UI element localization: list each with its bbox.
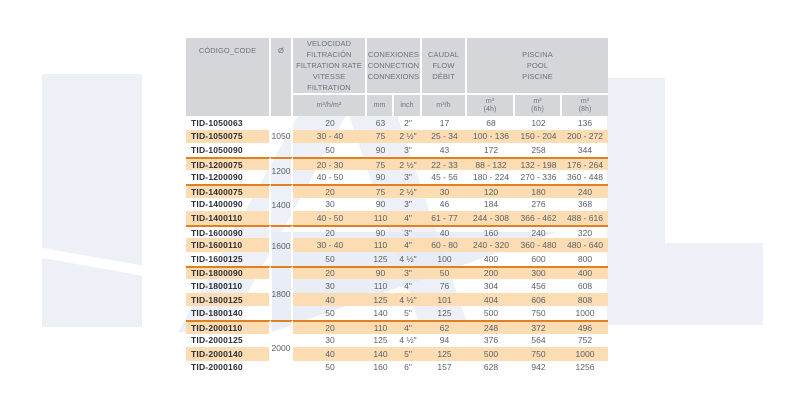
cell-code: TID-1600125 [186, 252, 271, 266]
spec-table [186, 38, 608, 374]
cell-pool-6h: 240 [515, 225, 562, 239]
header-line: PISCINE [522, 72, 553, 81]
cell-velocity: 40 - 50 [316, 172, 344, 183]
unit-line: m³ [485, 97, 495, 105]
col-header-flow [422, 38, 467, 95]
table-row [186, 116, 608, 130]
unit-line: (4h) [483, 105, 497, 113]
cell-velocity: 30 [325, 199, 335, 210]
cell-mm: 90 [367, 266, 394, 280]
cell-inch: 3" [394, 266, 422, 280]
cell-inch: 4" [394, 238, 422, 252]
header-row-main [186, 38, 608, 95]
table-row [186, 143, 608, 157]
unit-velocity: m³/h/m² [293, 95, 367, 116]
col-header-diameter: Ø [271, 38, 293, 116]
cell-pool-4h: 100 - 136 [467, 130, 515, 144]
cell-pool-4h: 200 [467, 266, 515, 280]
cell-flow: 30 [422, 184, 467, 198]
cell-code: TID-1050063 [186, 116, 271, 130]
table-row [186, 157, 608, 171]
cell-velocity: 50 [325, 253, 335, 264]
cell-flow: 94 [439, 335, 450, 346]
table-row [186, 279, 608, 293]
cell-flow: 157 [437, 362, 452, 373]
cell-velocity: 50 [325, 144, 335, 155]
cell-mm: 90 [375, 199, 386, 210]
cell-mm: 75 [367, 130, 394, 144]
cell-code: TID-1400110 [186, 211, 271, 225]
cell-flow: 17 [439, 117, 450, 128]
cell-velocity: 20 [325, 117, 335, 128]
cell-pool-4h: 172 [483, 144, 499, 155]
unit-inch: inch [394, 95, 422, 116]
cell-mm: 75 [367, 157, 394, 171]
cell-pool-8h: 368 [577, 199, 593, 210]
cell-pool-8h: 136 [577, 117, 593, 128]
col-header-code: CÓDIGO_CODE [186, 38, 271, 116]
unit-line: m³ [533, 97, 542, 105]
cell-pool-8h: 1000 [575, 308, 595, 319]
cell-pool-8h: 1000 [562, 347, 608, 361]
cell-pool-8h: 808 [562, 293, 608, 307]
table-row [186, 334, 608, 348]
cell-mm: 160 [373, 362, 388, 373]
cell-pool-6h: 276 [531, 199, 546, 210]
unit-pool-8h [562, 95, 608, 116]
cell-pool-4h: 160 [467, 225, 515, 239]
cell-velocity: 50 [325, 308, 335, 319]
table-row [186, 170, 608, 184]
cell-pool-4h: 404 [467, 293, 515, 307]
cell-inch: 5" [404, 308, 412, 319]
header-line: PISCINA [522, 50, 553, 59]
cell-mm: 110 [367, 211, 394, 225]
header-line: POOL [526, 61, 549, 70]
cell-diameter: 1800 [271, 266, 293, 320]
cell-pool-8h: 800 [577, 253, 593, 264]
cell-code: TID-1800140 [186, 306, 271, 320]
cell-flow: 61 - 77 [422, 211, 467, 225]
cell-pool-6h: 180 [515, 184, 562, 198]
unit-line: m³ [580, 97, 590, 105]
cell-diameter: 1600 [271, 225, 293, 266]
cell-pool-6h: 750 [515, 347, 562, 361]
table-row [186, 130, 608, 144]
cell-inch: 5" [394, 347, 422, 361]
cell-pool-6h: 366 - 462 [515, 211, 562, 225]
cell-code: TID-2000160 [186, 361, 271, 375]
filter-spec-table [186, 38, 608, 374]
cell-mm: 90 [375, 172, 386, 183]
table-row [186, 238, 608, 252]
cell-pool-4h: 248 [467, 320, 515, 334]
cell-flow: 25 - 34 [422, 130, 467, 144]
cell-velocity: 20 - 30 [293, 157, 367, 171]
cell-mm: 110 [367, 238, 394, 252]
cell-flow: 60 - 80 [422, 238, 467, 252]
cell-code: TID-1800110 [186, 279, 271, 293]
cell-pool-4h: 184 [483, 199, 499, 210]
cell-mm: 90 [367, 225, 394, 239]
cell-pool-8h: 176 - 264 [562, 157, 608, 171]
cell-flow: 46 [439, 199, 450, 210]
header-line: FILTRATION RATE [296, 61, 362, 70]
cell-inch: 6" [404, 362, 412, 373]
cell-pool-4h: 400 [483, 253, 499, 264]
col-header-pool [467, 38, 608, 95]
cell-velocity: 40 [293, 293, 367, 307]
cell-code: TID-1600090 [186, 225, 271, 239]
cell-flow: 40 [422, 225, 467, 239]
cell-flow: 50 [422, 266, 467, 280]
cell-velocity: 30 [325, 335, 335, 346]
cell-mm: 140 [367, 347, 394, 361]
cell-flow: 125 [422, 347, 467, 361]
table-row [186, 306, 608, 320]
cell-diameter: 2000 [271, 320, 293, 374]
cell-code: TID-1600110 [186, 238, 271, 252]
unit-pool-6h [515, 95, 562, 116]
cell-pool-6h: 942 [531, 362, 546, 373]
col-header-connections [367, 38, 422, 95]
cell-pool-6h: 456 [531, 280, 546, 291]
cell-velocity: 20 [293, 184, 367, 198]
cell-pool-6h: 132 - 198 [515, 157, 562, 171]
cell-velocity: 40 - 50 [293, 211, 367, 225]
cell-inch: 4" [394, 211, 422, 225]
cell-code: TID-1400090 [186, 198, 271, 212]
cell-mm: 140 [373, 308, 388, 319]
cell-inch: 3" [404, 172, 412, 183]
cell-inch: 2 ½" [394, 184, 422, 198]
cell-pool-6h: 606 [515, 293, 562, 307]
table-row [186, 211, 608, 225]
cell-flow: 43 [439, 144, 450, 155]
cell-code: TID-1200075 [186, 157, 271, 171]
header-line: CONEXIONES [367, 50, 419, 59]
cell-inch: 2 ½" [394, 130, 422, 144]
cell-diameter: 1200 [271, 157, 293, 184]
cell-mm: 63 [375, 117, 386, 128]
cell-pool-6h: 600 [531, 253, 546, 264]
cell-pool-4h: 244 - 308 [467, 211, 515, 225]
cell-velocity: 40 [293, 347, 367, 361]
cell-flow: 100 [437, 253, 452, 264]
cell-diameter: 1050 [271, 116, 293, 157]
cell-pool-4h: 376 [483, 335, 499, 346]
table-row [186, 252, 608, 266]
cell-inch: 4" [404, 280, 412, 291]
cell-inch: 3" [404, 144, 412, 155]
header-line: CONNECTION [367, 61, 420, 70]
cell-pool-6h: 270 - 336 [520, 172, 557, 183]
cell-pool-8h: 320 [562, 225, 608, 239]
cell-mm: 125 [367, 293, 394, 307]
unit-line: (8h) [578, 105, 592, 113]
table-row [186, 184, 608, 198]
header-line: CAUDAL [427, 50, 460, 59]
cell-velocity: 30 [325, 280, 335, 291]
cell-pool-6h: 360 - 480 [515, 238, 562, 252]
cell-flow: 45 - 56 [431, 172, 458, 183]
cell-mm: 110 [367, 320, 394, 334]
cell-pool-4h: 180 - 224 [473, 172, 509, 183]
cell-mm: 125 [373, 335, 388, 346]
header-line: VITESSE FILTRATION [307, 72, 351, 92]
cell-code: TID-2000140 [186, 347, 271, 361]
cell-velocity: 30 - 40 [293, 130, 367, 144]
cell-velocity: 20 [293, 225, 367, 239]
cell-pool-6h: 750 [531, 308, 546, 319]
cell-pool-4h: 68 [486, 117, 496, 128]
table-row [186, 320, 608, 334]
unit-line: (6h) [531, 105, 544, 113]
col-header-velocity [293, 38, 367, 95]
cell-mm: 75 [367, 184, 394, 198]
cell-code: TID-1200090 [186, 170, 271, 184]
cell-flow: 22 - 33 [422, 157, 467, 171]
cell-code: TID-2000110 [186, 320, 271, 334]
cell-code: TID-1800090 [186, 266, 271, 280]
cell-flow: 62 [422, 320, 467, 334]
cell-pool-8h: 200 - 272 [562, 130, 608, 144]
cell-pool-6h: 150 - 204 [515, 130, 562, 144]
cell-velocity: 30 - 40 [293, 238, 367, 252]
cell-inch: 3" [404, 199, 412, 210]
cell-mm: 90 [375, 144, 386, 155]
unit-pool-4h [467, 95, 515, 116]
cell-code: TID-1400075 [186, 184, 271, 198]
cell-inch: 2" [404, 117, 412, 128]
cell-velocity: 20 [293, 266, 367, 280]
unit-mm: mm [367, 95, 394, 116]
cell-pool-8h: 1256 [575, 362, 595, 373]
cell-pool-8h: 752 [577, 335, 593, 346]
cell-pool-6h: 102 [531, 117, 546, 128]
cell-mm: 125 [373, 253, 388, 264]
cell-velocity: 20 [293, 320, 367, 334]
cell-pool-4h: 500 [483, 308, 499, 319]
header-line: CONNEXIONS [367, 72, 420, 81]
cell-inch: 3" [394, 225, 422, 239]
cell-mm: 110 [373, 280, 388, 291]
cell-pool-8h: 608 [577, 280, 593, 291]
cell-flow: 101 [422, 293, 467, 307]
cell-inch: 4" [394, 320, 422, 334]
cell-pool-4h: 240 - 320 [467, 238, 515, 252]
cell-pool-6h: 258 [531, 144, 546, 155]
header-line: FLOW [432, 61, 455, 70]
cell-pool-4h: 88 - 132 [467, 157, 515, 171]
cell-pool-8h: 344 [577, 144, 593, 155]
cell-pool-4h: 120 [467, 184, 515, 198]
header-line: DÉBIT [432, 72, 455, 81]
cell-inch: 4 ½" [399, 253, 417, 264]
cell-pool-4h: 304 [483, 280, 499, 291]
cell-pool-4h: 500 [467, 347, 515, 361]
table-row [186, 225, 608, 239]
cell-code: TID-2000125 [186, 334, 271, 348]
table-row [186, 198, 608, 212]
cell-pool-8h: 496 [562, 320, 608, 334]
watermark-left-rectangle [42, 74, 142, 327]
unit-flow: m³/h [422, 95, 467, 116]
cell-pool-8h: 488 - 616 [562, 211, 608, 225]
cell-code: TID-1050090 [186, 143, 271, 157]
table-row [186, 361, 608, 375]
table-row [186, 347, 608, 361]
cell-inch: 2 ½" [394, 157, 422, 171]
cell-pool-6h: 300 [515, 266, 562, 280]
spec-table-body [186, 116, 608, 374]
cell-pool-6h: 564 [531, 335, 546, 346]
table-row [186, 293, 608, 307]
cell-pool-6h: 372 [515, 320, 562, 334]
cell-pool-8h: 480 - 640 [562, 238, 608, 252]
cell-code: TID-1050075 [186, 130, 271, 144]
cell-velocity: 50 [325, 362, 335, 373]
header-line: VELOCIDAD FILTRACIÓN [306, 39, 352, 59]
cell-flow: 125 [437, 308, 452, 319]
watermark-right-rectangle [607, 243, 763, 325]
cell-inch: 4 ½" [399, 335, 417, 346]
cell-code: TID-1800125 [186, 293, 271, 307]
cell-pool-8h: 360 - 448 [567, 172, 603, 183]
cell-pool-8h: 400 [562, 266, 608, 280]
cell-pool-8h: 240 [562, 184, 608, 198]
cell-pool-4h: 628 [483, 362, 499, 373]
cell-flow: 76 [439, 280, 450, 291]
cell-diameter: 1400 [271, 184, 293, 225]
table-header [186, 38, 608, 116]
table-row [186, 266, 608, 280]
cell-inch: 4 ½" [394, 293, 422, 307]
